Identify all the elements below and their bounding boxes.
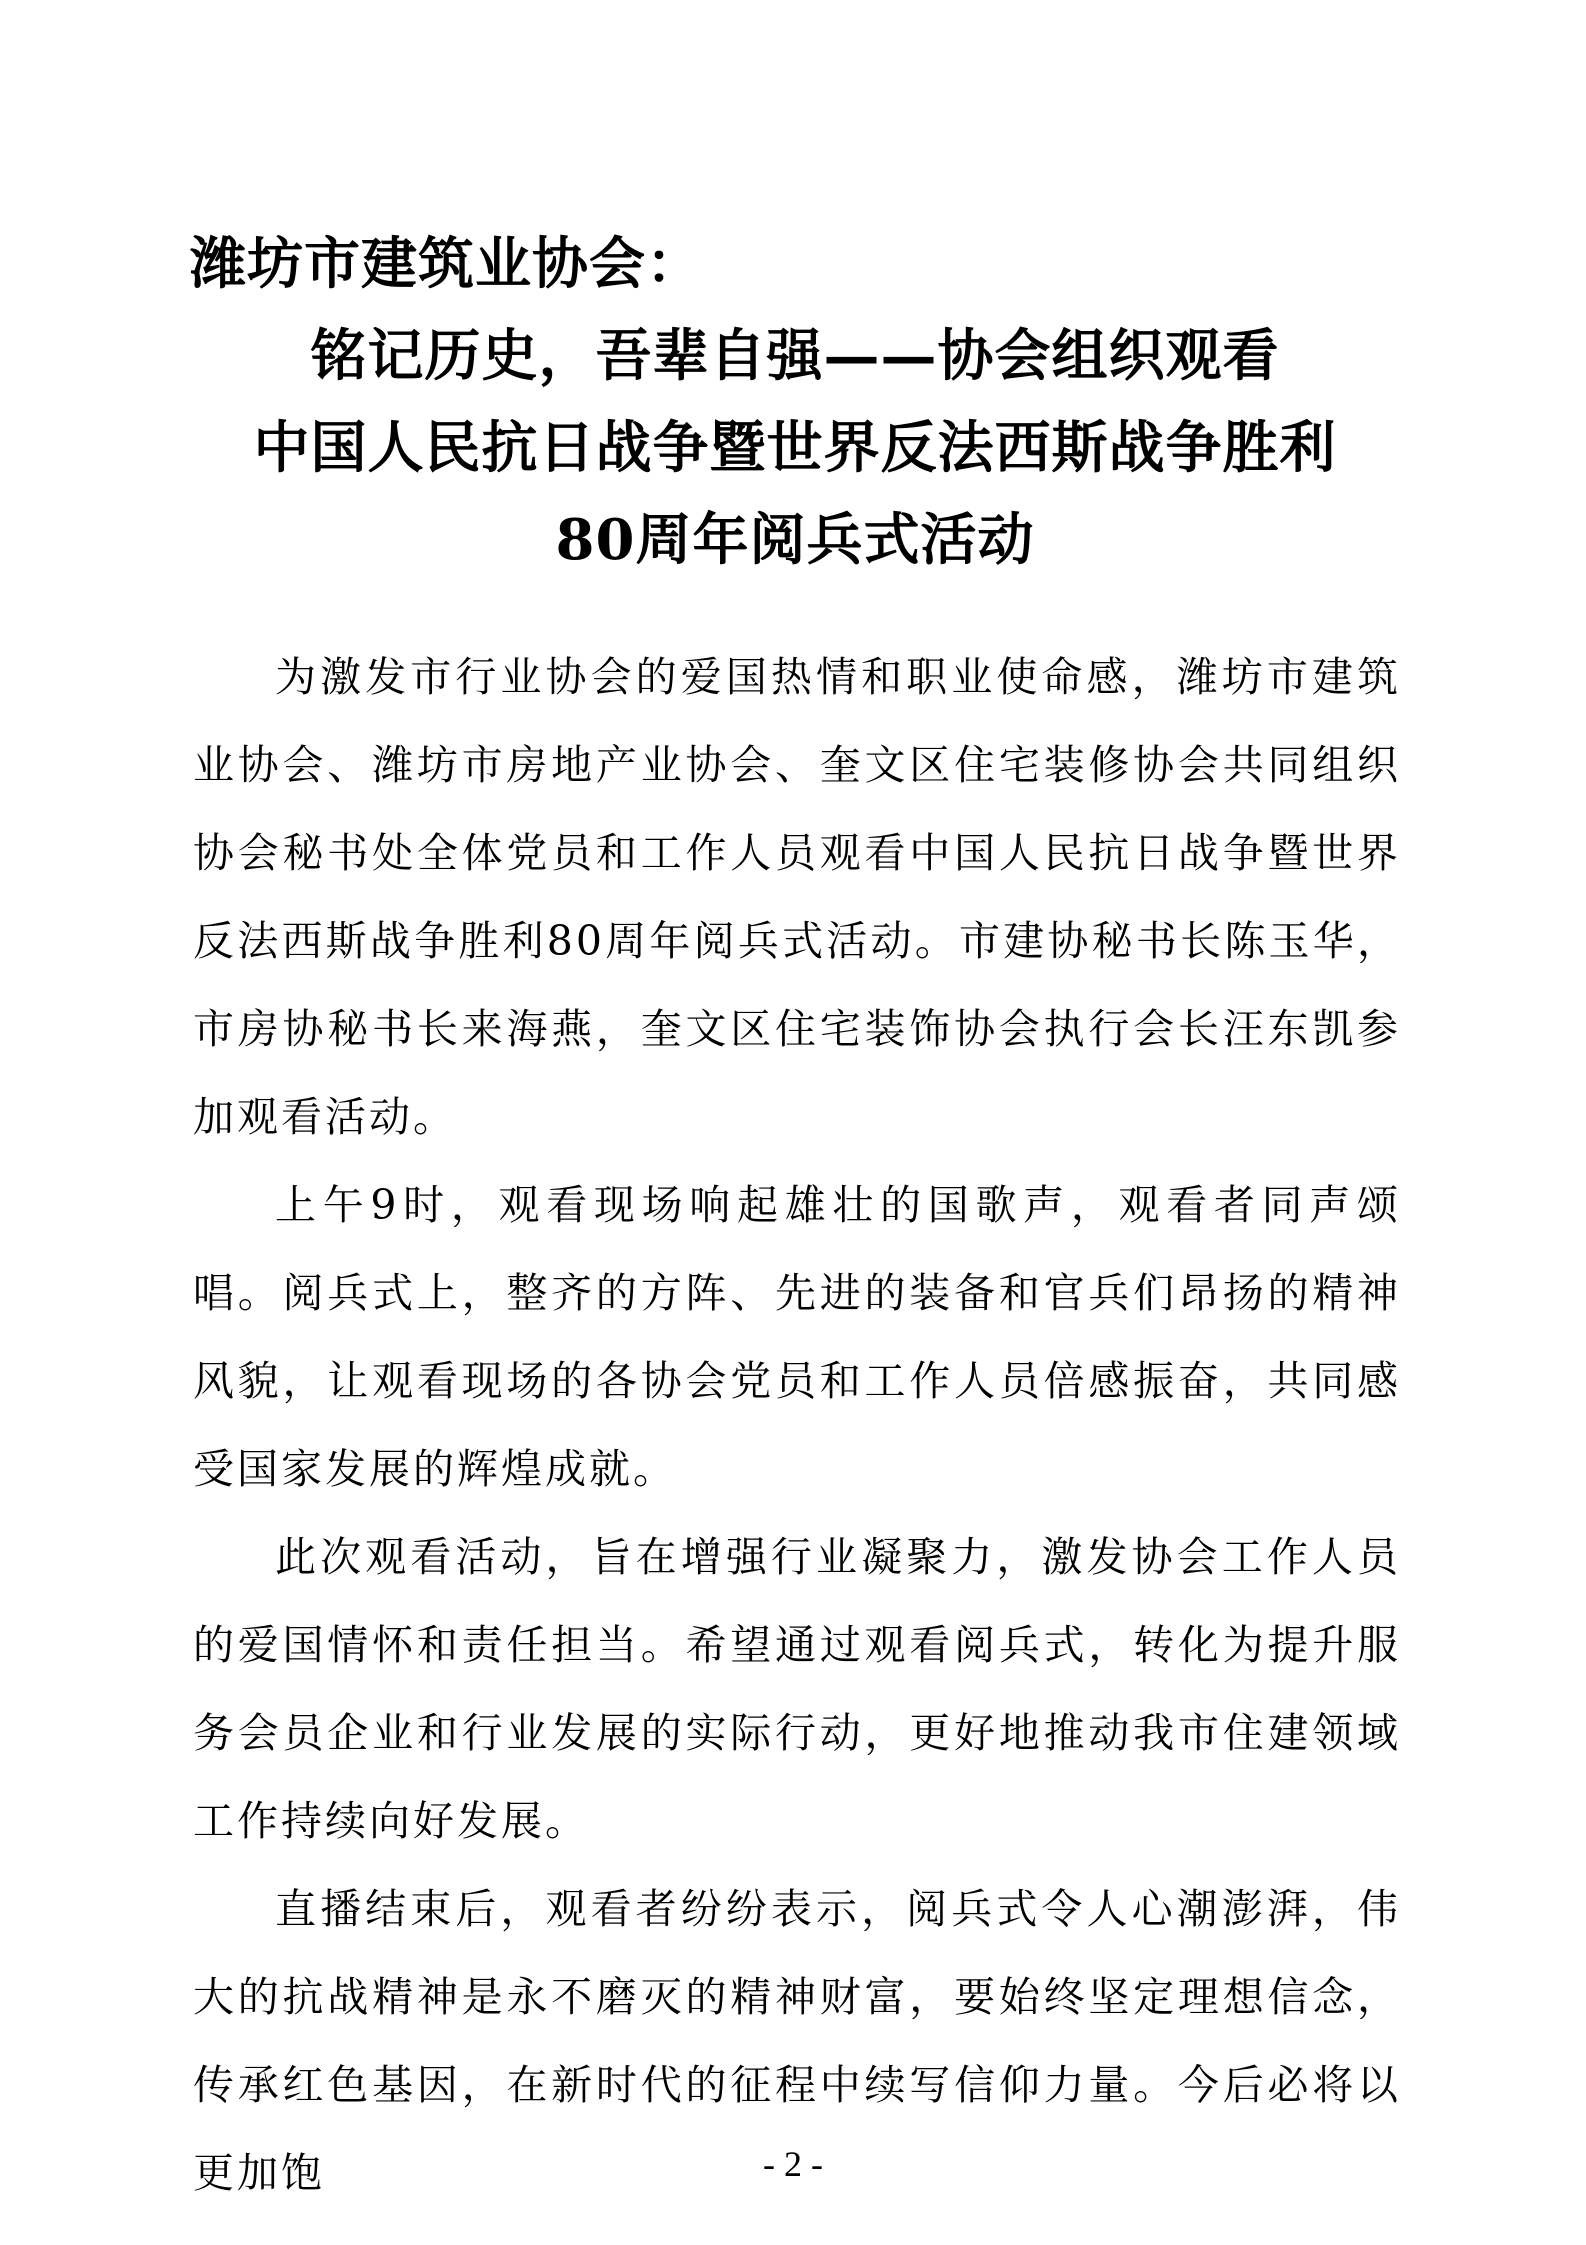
body-paragraph-1: 为激发市行业协会的爱国热情和职业使命感，潍坊市建筑业协会、潍坊市房地产业协会、奎文区住宅装修协会共同组织协会秘书处全体党员和工作人员观看中国人民抗日战争暨世界反法西斯战争胜利80周年阅兵式活动。市建协秘书长陈玉华，市房协秘书长来海燕，奎文区住宅装饰协会执行会长汪东凯参加观看活动。 bbox=[193, 653, 1401, 1141]
body-paragraph-2: 上午9时，观看现场响起雄壮的国歌声，观看者同声颂唱。阅兵式上，整齐的方阵、先进的装备和官兵们昂扬的精神风貌，让观看现场的各协会党员和工作人员倍感振奋，共同感受国家发展的辉煌成就。 bbox=[193, 1181, 1401, 1493]
title-line-3: 80周年阅兵式活动 bbox=[555, 507, 1035, 573]
document-title bbox=[190, 218, 1400, 586]
title-line-1: 铭记历史，吾辈自强——协会组织观看 bbox=[310, 323, 1280, 389]
document-body bbox=[193, 633, 1401, 2217]
title-organization: 潍坊市建筑业协会： bbox=[190, 231, 703, 297]
body-paragraph-4: 直播结束后，观看者纷纷表示，阅兵式令人心潮澎湃，伟大的抗战精神是永不磨灭的精神财富，要始终坚定理想信念，传承红色基因，在新时代的征程中续写信仰力量。今后必将以更加饱 bbox=[193, 1885, 1401, 2197]
title-line-2: 中国人民抗日战争暨世界反法西斯战争胜利 bbox=[253, 415, 1337, 481]
body-paragraph-3: 此次观看活动，旨在增强行业凝聚力，激发协会工作人员的爱国情怀和责任担当。希望通过观看阅兵式，转化为提升服务会员企业和行业发展的实际行动，更好地推动我市住建领域工作持续向好发展。 bbox=[193, 1533, 1401, 1845]
page-number: - 2 - bbox=[763, 2144, 823, 2184]
